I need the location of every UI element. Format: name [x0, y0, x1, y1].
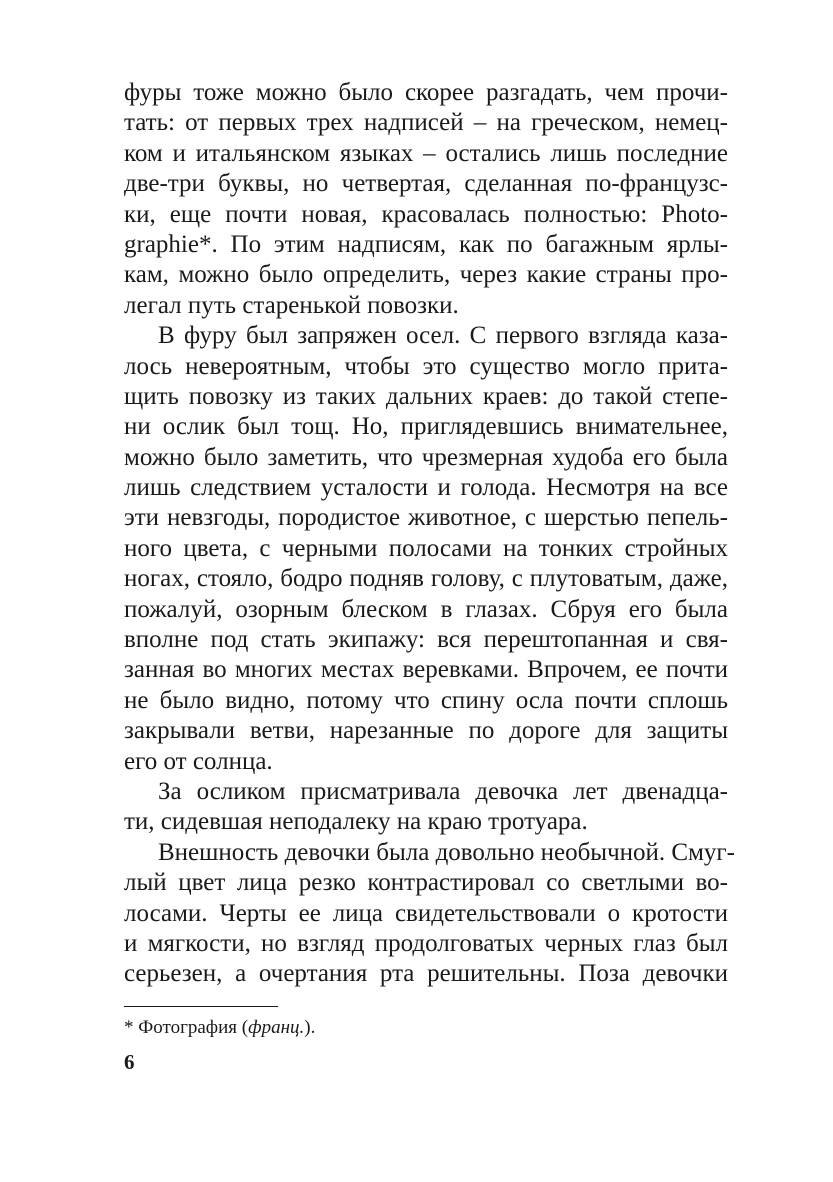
- text-line: серьезен, а очертания рта решительны. Поза девочки: [124, 960, 728, 988]
- text-line: ком и итальянском языках – остались лишь последние: [124, 139, 728, 167]
- text-line: В фуру был запряжен осел. С первого взгляда каза-: [158, 322, 728, 350]
- text-line: пожалуй, озорным блеском в глазах. Сбруя его была: [124, 595, 728, 623]
- paragraph: [124, 78, 728, 321]
- footnote-prefix: * Фотография (: [124, 1017, 249, 1038]
- paragraph: [124, 777, 728, 838]
- paragraph: [124, 321, 728, 777]
- text-line: занная во многих местах веревками. Впрочем, ее почти: [124, 656, 728, 684]
- text-line: лосами. Черты ее лица свидетельствовали о кротости: [124, 899, 728, 927]
- text-line: тать: от первых трех надписей – на греческом, немец-: [124, 109, 728, 137]
- page-number: 6: [124, 1050, 135, 1074]
- text-line: лый цвет лица резко контрастировал со светлыми во-: [124, 869, 728, 897]
- footnote-divider: [124, 1006, 278, 1007]
- paragraph: [124, 838, 735, 990]
- text-line: можно было заметить, что чрезмерная худоба его была: [124, 443, 728, 471]
- text-line: Внешность девочки была довольно необычной. Смуг-: [158, 838, 735, 866]
- text-line: вполне под стать экипажу: вся перештопанная и свя-: [124, 626, 728, 654]
- text-line: и мягкости, но взгляд продолговатых черных глаз был: [124, 929, 728, 957]
- text-line: не было видно, потому что спину осла почти сплошь: [124, 686, 728, 714]
- text-line: За осликом присматривала девочка лет двенадца-: [158, 777, 728, 805]
- text-line: две-три буквы, но четвертая, сделанная по-французс-: [124, 170, 728, 198]
- text-line: graphie*. По этим надписям, как по багажным ярлы-: [124, 230, 728, 258]
- text-line: фуры тоже можно было скорее разгадать, чем прочи-: [124, 79, 728, 106]
- text-line: ни ослик был тощ. Но, приглядевшись внимательнее,: [124, 413, 728, 441]
- text-line: легал путь старенькой повозки.: [124, 291, 459, 319]
- text-line: ки, еще почти новая, красовалась полностью: Photo-: [124, 200, 728, 228]
- text-line: ногах, стояло, бодро подняв голову, с плутоватым, даже,: [124, 565, 728, 593]
- footnote: [124, 1016, 315, 1040]
- text-line: его от солнца.: [124, 747, 273, 775]
- text-line: щить повозку из таких дальних краев: до такой степе-: [124, 382, 728, 410]
- text-line: закрывали ветви, нарезанные по дороге для защиты: [124, 717, 728, 745]
- text-line: лишь следствием усталости и голода. Несмотря на все: [124, 474, 728, 502]
- text-line: ти, сидевшая неподалеку на краю тротуара.: [124, 808, 588, 836]
- footnote-suffix: ).: [304, 1017, 316, 1038]
- text-line: лось невероятным, чтобы это существо могло прита-: [124, 352, 728, 380]
- text-line: кам, можно было определить, через какие страны про-: [124, 261, 728, 289]
- text-line: эти невзгоды, породистое животное, с шерстью пепель-: [124, 504, 728, 532]
- text-line: ного цвета, с черными полосами на тонких стройных: [124, 534, 728, 562]
- body-text: [124, 78, 735, 990]
- footnote-italic: франц.: [248, 1017, 305, 1038]
